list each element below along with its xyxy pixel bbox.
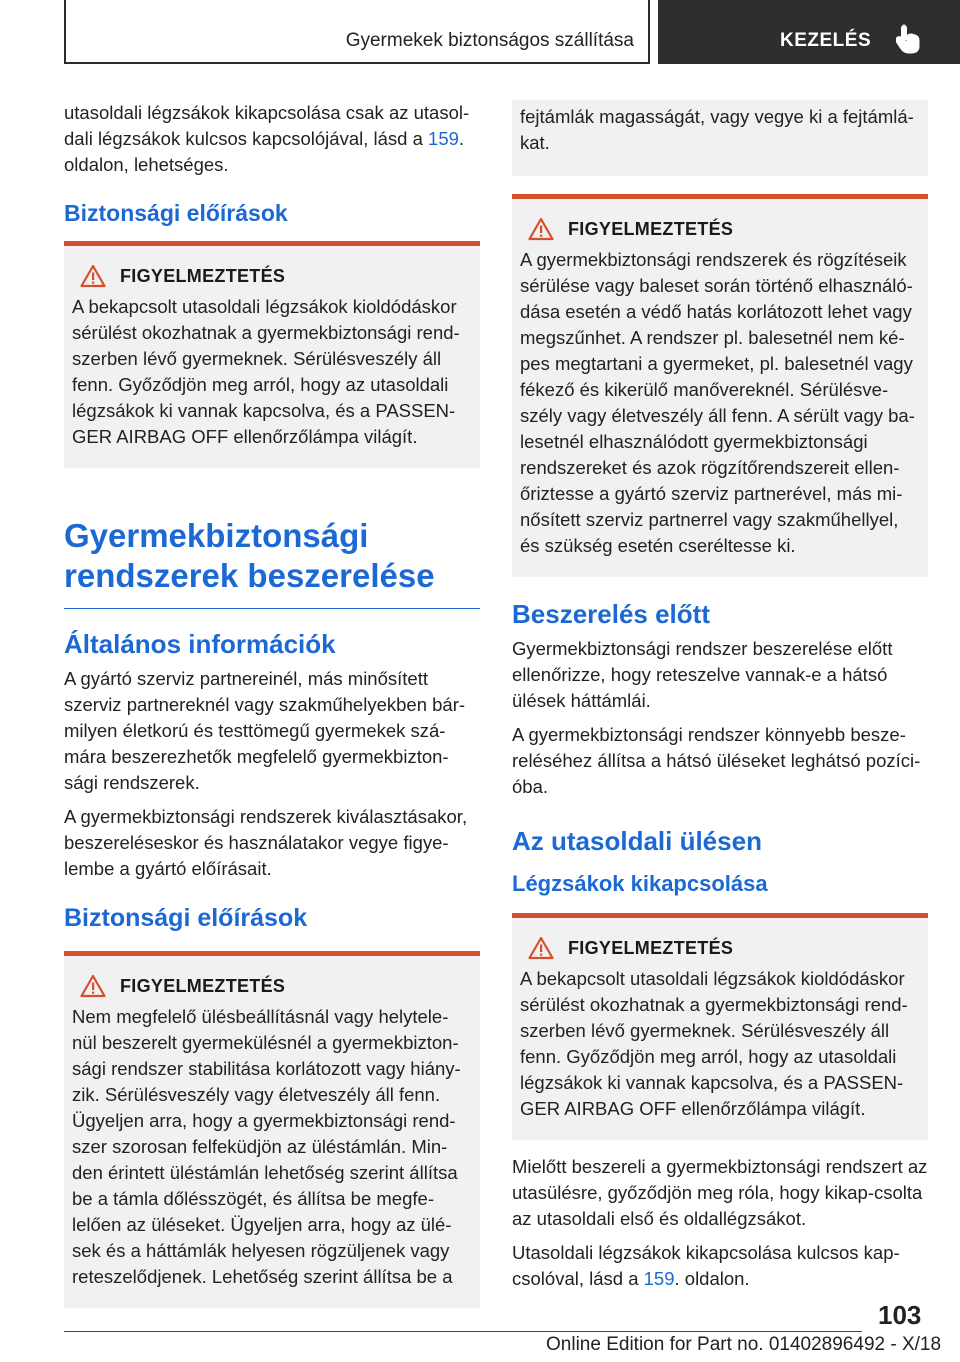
subheading-before-install: Beszerelés előtt	[512, 599, 710, 629]
footer-edition: Online Edition for Part no. 01402896492 - X/18	[546, 1334, 942, 1355]
heading-airbag-deactivation: Légzsákok kikapcsolása	[512, 871, 768, 896]
section-title: Gyermekek biztonságos szállítása	[345, 30, 634, 51]
paragraph-before-2: A gyermekbiztonsági rendszer könnyebb besze-reléséhez állítsa a hátsó üléseket leghátsó pozíci-óba.	[512, 724, 921, 797]
intro-paragraph	[64, 100, 480, 178]
warning-title: FIGYELMEZTETÉS	[568, 218, 734, 239]
subheading-passenger-seat: Az utasoldali ülésen	[512, 826, 762, 856]
chapter-title: Gyermekbiztonsági rendszerek beszerelése	[64, 516, 480, 609]
heading-safety-1: Biztonsági előírások	[64, 200, 288, 226]
warning-triangle-icon	[80, 974, 106, 998]
warning-title: FIGYELMEZTETÉS	[120, 975, 286, 996]
warning-triangle-icon	[528, 217, 554, 241]
warning-box-3	[512, 194, 928, 577]
warning-text: A bekapcsolt utasoldali légzsákok kioldódáskor sérülést okozhatnak a gyermekbiztonsági rend-szerben lévő gyermeknek. Sérülésveszély áll fenn. Győződjön meg arról, hogy az utasoldali légzsákok ki vannak kapcsolva, és a PASSEN-GER AIRBAG OFF ellenőrzőlámpa világít.	[520, 968, 908, 1119]
right-column	[512, 100, 928, 1300]
warning-title: FIGYELMEZTETÉS	[568, 937, 734, 958]
warning-text: A gyermekbiztonsági rendszerek és rögzítéseik sérülése vagy baleset során történő elhasználó-dása esetén a védő hatás korlátozott lehet vagy megszűnhet. A rendszer pl. balesetnél nem ké-pes megtartani a gyermeket, pl. balesetnél vagy fékező és kikerülő manővereknél. Sérülésve-szély vagy életveszély áll fenn. A sérült vagy ba-lesetnél elhasználódott gyermekbiztonsági rendszereket és azok rögzítőrendszereit ellen-őriztesse a gyártó szerviz partnerével, más mi-nősített szerviz partnerrel vagy szakműhellyel, és szükség esetén cseréltesse ki.	[520, 249, 915, 556]
paragraph-general-1: A gyártó szerviz partnereinél, más minősített szerviz partnereknél vagy szakműhelyekben bár-milyen életkorú és testtömegű gyermekek szá-mára beszerezhetők megfelelő gyermekbizton-sági rendszerek.	[64, 668, 466, 793]
warning-title: FIGYELMEZTETÉS	[120, 265, 286, 286]
left-column	[64, 100, 480, 1314]
subheading-general-info: Általános információk	[64, 629, 336, 659]
chapter-tab-label: KEZELÉS	[780, 30, 872, 51]
paragraph-passenger-1: Mielőtt beszereli a gyermekbiztonsági rendszert az utasülésre, győződjön meg róla, hogy kikap-csolta az utasoldali első és oldallégzsákot.	[512, 1156, 928, 1229]
warning-text: A bekapcsolt utasoldali légzsákok kioldódáskor sérülést okozhatnak a gyermekbiztonsági rend-szerben lévő gyermeknek. Sérülésveszély áll fenn. Győződjön meg arról, hogy az utasoldali légzsákok ki vannak kapcsolva, és a PASSEN-GER AIRBAG OFF ellenőrzőlámpa világít.	[72, 296, 460, 447]
paragraph-before-1: Gyermekbiztonsági rendszer beszerelése előtt ellenőrizze, hogy reteszelve vannak-e a hátsó ülések háttámlái.	[512, 638, 893, 711]
hand-pointer-icon	[896, 24, 922, 54]
paragraph-passenger-2	[512, 1240, 928, 1292]
page-link-159[interactable]: 159	[643, 1268, 675, 1289]
passenger-2-text-end: . oldalon.	[674, 1268, 750, 1289]
heading-safety-2: Biztonsági előírások	[64, 904, 308, 932]
footer-divider	[64, 1331, 862, 1332]
warning-continuation	[512, 100, 928, 176]
passenger-2-text: Utasoldali légzsákok kikapcsolása kulcsos kap-csolóval, lásd a	[512, 1242, 900, 1289]
warning-triangle-icon	[80, 264, 106, 288]
header-frame	[64, 0, 650, 64]
paragraph-general-2: A gyermekbiztonsági rendszerek kiválasztásakor, beszereléseskor és használatakor vegye figye-lembe a gyártó előírásait.	[64, 806, 468, 879]
page-header	[0, 0, 960, 66]
warning-triangle-icon	[528, 936, 554, 960]
warning-box-2	[64, 951, 480, 1308]
page-link-159[interactable]: 159	[428, 128, 459, 149]
intro-text: utasoldali légzsákok kikapcsolása csak az utasol-dali légzsákok kulcsos kapcsolójával, lásd a	[64, 102, 470, 149]
warning-box-4	[512, 913, 928, 1140]
page-number: 103	[878, 1300, 922, 1330]
intro-text-end: . oldalon, lehetséges.	[64, 128, 465, 175]
warning-box-1	[64, 241, 480, 468]
continuation-text: fejtámlák magasságát, vagy vegye ki a fejtámlá-kat.	[520, 106, 914, 153]
warning-text: Nem megfelelő ülésbeállításnál vagy helytele-nül beszerelt gyermekülésnél a gyermekbizton-sági rendszer stabilitása korlátozott vagy hiány-zik. Sérülésveszély vagy életveszély áll fenn. Ügyeljen arra, hogy a gyermekbiztonsági rend-szer szorosan felfeküdjön az üléstámlán. Min-den érintett üléstámlán lehetőség szerint állítsa be a támla dőlésszögét, és állítsa be megfe-lelően az üléseket. Ügyeljen arra, hogy az ülé-sek és a háttámlák helyesen rögzüljenek vagy reteszelődjenek. Lehetőség szerint állítsa be a	[72, 1006, 461, 1287]
